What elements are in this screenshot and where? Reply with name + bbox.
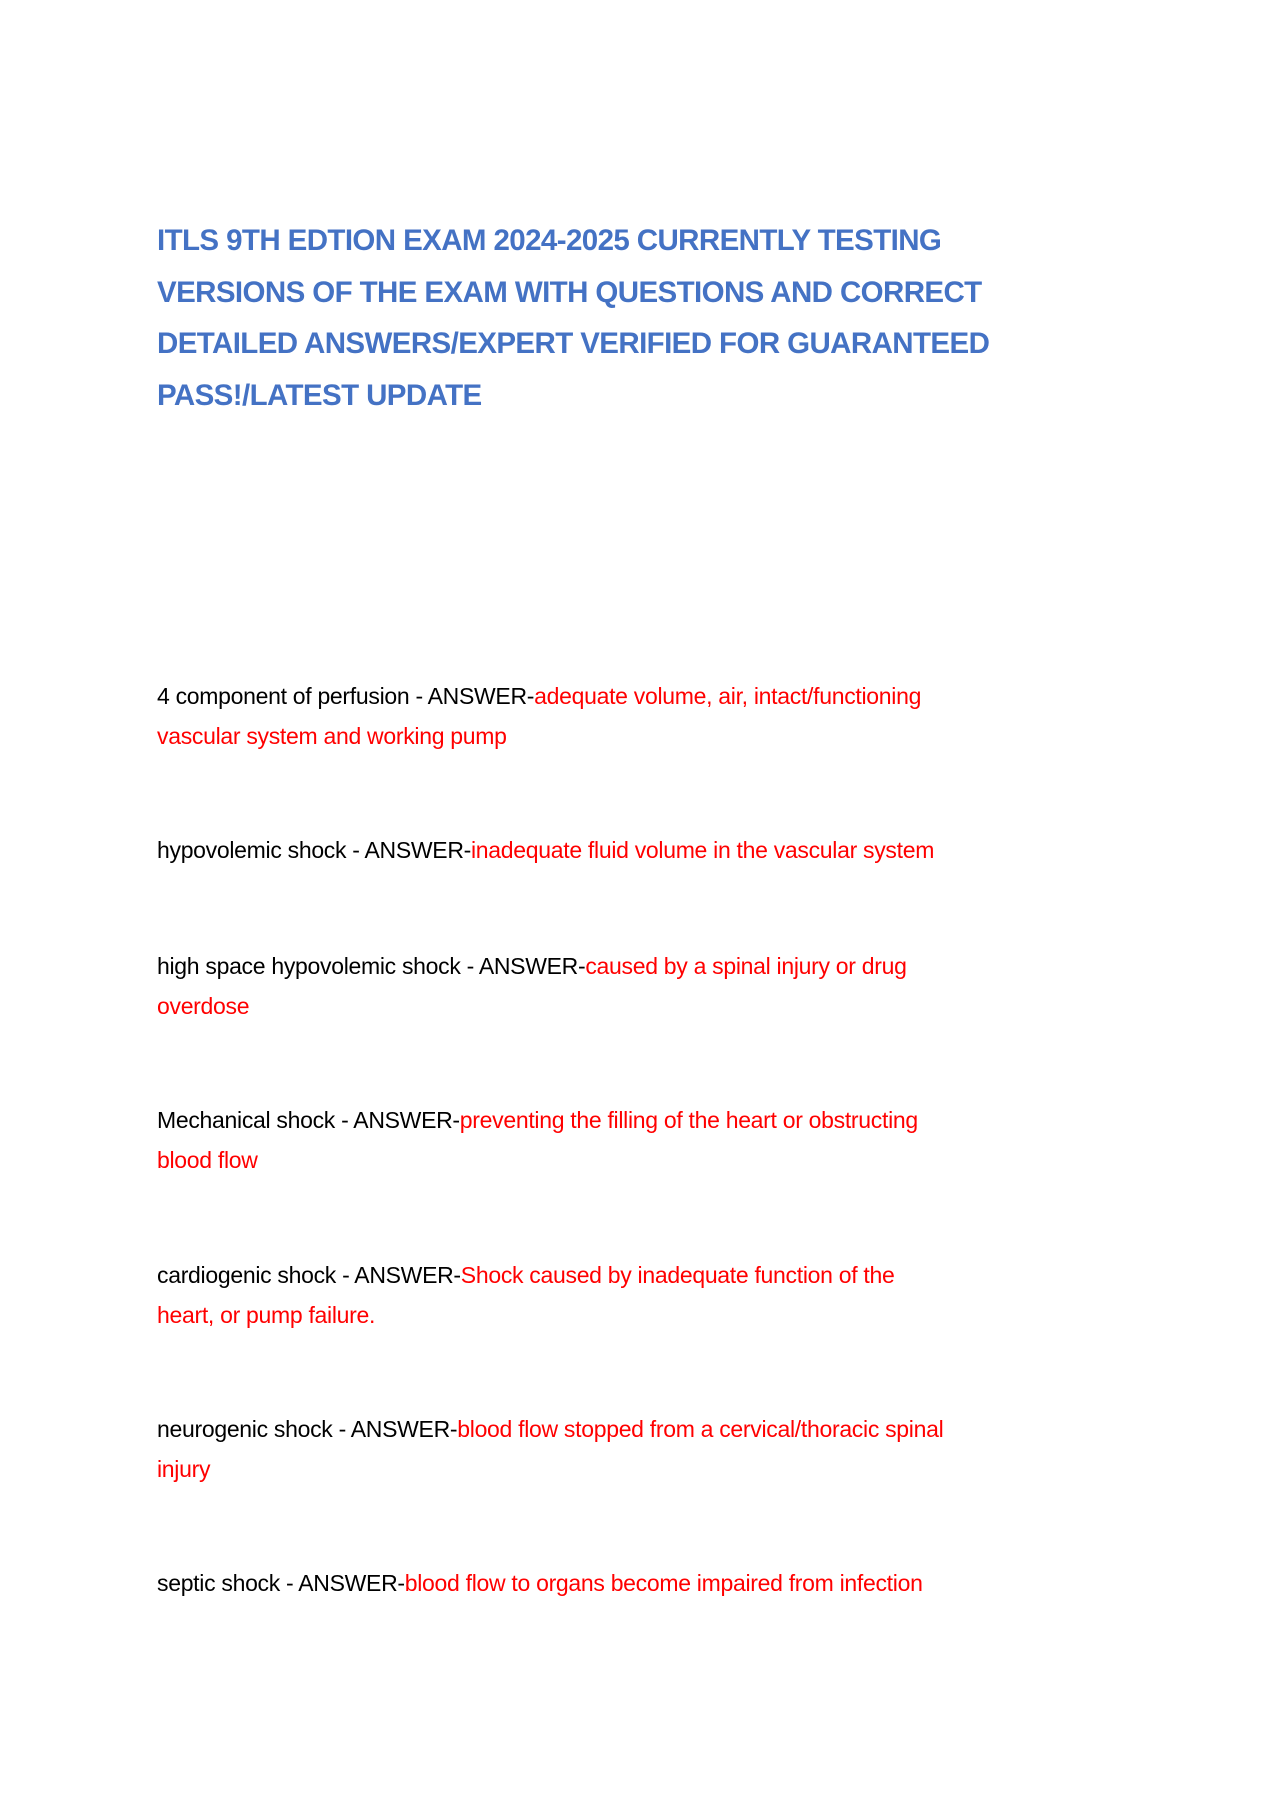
title-line: VERSIONS OF THE EXAM WITH QUESTIONS AND CORRECT	[157, 275, 982, 309]
question-term: high space hypovolemic shock - ANSWER-	[157, 953, 586, 979]
answer-text: overdose	[157, 992, 250, 1019]
answer-text: heart, or pump failure.	[157, 1301, 376, 1328]
answer-text: injury	[157, 1455, 211, 1482]
question-term: neurogenic shock - ANSWER-	[157, 1416, 458, 1442]
title-line: DETAILED ANSWERS/EXPERT VERIFIED FOR GUARANTEED	[157, 327, 990, 360]
document-title	[157, 215, 989, 421]
question-term: cardiogenic shock - ANSWER-	[157, 1262, 461, 1288]
question-term: septic shock - ANSWER-	[157, 1570, 405, 1596]
qa-item	[157, 1564, 923, 1604]
answer-text: adequate volume, air, intact/functioning	[534, 683, 922, 709]
qa-item	[157, 947, 907, 1026]
qa-item	[157, 677, 921, 756]
answer-text: blood flow stopped from a cervical/thoracic spinal	[457, 1416, 944, 1442]
title-line: ITLS 9TH EDTION EXAM 2024-2025 CURRENTLY TESTING	[157, 224, 942, 257]
question-term: 4 component of perfusion - ANSWER-	[157, 683, 535, 709]
qa-item	[157, 1256, 894, 1335]
answer-text: caused by a spinal injury or drug	[585, 953, 907, 979]
answer-text: preventing the filling of the heart or obstructing	[459, 1107, 918, 1133]
qa-item	[157, 1410, 943, 1489]
title-line: PASS!/LATEST UPDATE	[157, 378, 482, 412]
qa-item	[157, 1101, 918, 1180]
answer-text: inadequate fluid volume in the vascular system	[471, 837, 935, 863]
answer-text: blood flow	[157, 1146, 258, 1173]
answer-text: blood flow to organs become impaired from infection	[404, 1570, 923, 1596]
question-term: Mechanical shock - ANSWER-	[157, 1107, 460, 1133]
qa-item	[157, 831, 934, 871]
question-term: hypovolemic shock - ANSWER-	[157, 837, 471, 863]
answer-text: vascular system and working pump	[157, 722, 507, 749]
answer-text: Shock caused by inadequate function of the	[460, 1262, 895, 1288]
